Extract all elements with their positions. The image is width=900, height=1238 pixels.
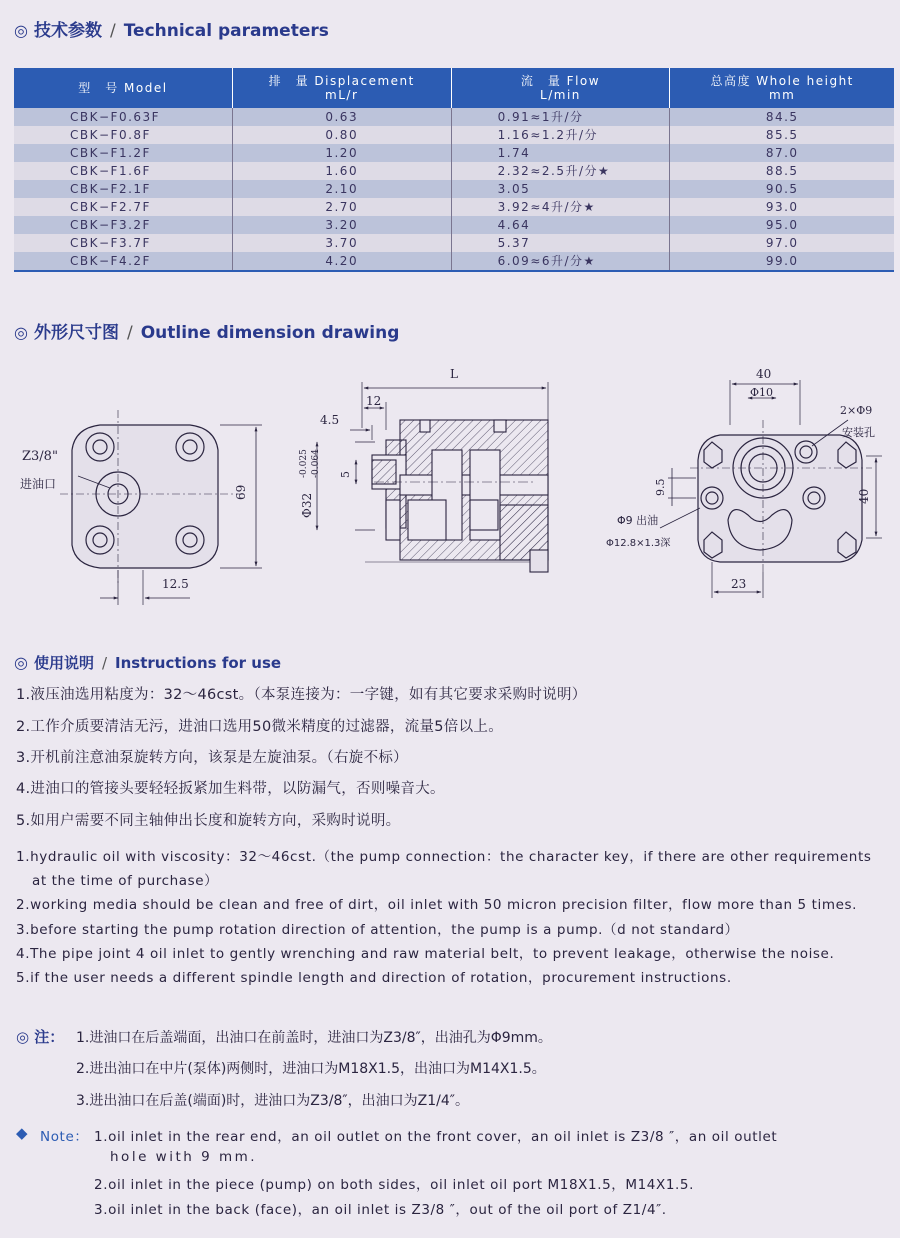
label-inlet: 进油口 [20,477,57,491]
instruction-en-3: 3.before starting the pump rotation direction of attention，the pump is a pump.（d not standard） [16,922,739,938]
table-header-row [14,68,894,108]
label-tol-upper: -0.025 [299,449,309,478]
header-height: 总高度 Whole height mm [670,68,894,108]
note-zh-3: 3.进出油口在后盖(端面)时，进油口为Z3/8″，出油口为Z1/4″。 [76,1093,469,1109]
instruction-en-4: 4.The pipe joint 4 oil inlet to gently wrenching and raw material belt，to prevent leakage，otherwise the noise. [16,946,835,962]
label-dim-4-5: 4.5 [320,413,340,427]
instruction-en-1-cont: at the time of purchase） [32,873,219,889]
label-thread: Z3/8" [22,449,58,464]
technical-parameters-table [14,68,894,272]
label-outlet: Φ9 出油 [617,514,659,527]
table-row: CBK−F3.2F 3.20 4.64 95.0 [14,216,894,234]
instruction-zh-1: 1.液压油选用粘度为：32～46cst。（本泵连接为：一字键，如有其它要求采购时说明） [16,687,587,703]
circle-bullet-icon: ◎ [14,323,28,342]
note-en-1-cont: hole with 9 mm. [110,1149,258,1165]
diamond-bullet-icon: ◆ [16,1124,29,1142]
table-row: CBK−F0.63F 0.63 0.91≈1升/分 84.5 [14,108,894,126]
table-row: CBK−F4.2F 4.20 6.09≈6升/分★ 99.0 [14,252,894,271]
label-dim-69: 69 [234,484,248,500]
note-zh-1: 1.进油口在后盖端面，出油口在前盖时，进油口为Z3/8″，出油孔为Φ9mm。 [76,1030,552,1046]
instruction-zh-2: 2.工作介质要清洁无污，进油口选用50微米精度的过滤器，流量5倍以上。 [16,719,504,735]
note-en-3: 3.oil inlet in the back (face)，an oil inlet is Z3/8 ″，out of the oil port of Z1/4″. [94,1202,667,1218]
label-dim-23: 23 [731,577,747,591]
label-dim-L: L [450,367,458,381]
note-zh-2: 2.进出油口在中片(泵体)两侧时，进油口为M18X1.5，出油口为M14X1.5。 [76,1061,546,1077]
label-outlet-spec: Φ12.8×1.3深 [606,538,671,549]
table-row: CBK−F2.7F 2.70 3.92≈4升/分★ 93.0 [14,198,894,216]
table-row: CBK−F1.2F 1.20 1.74 87.0 [14,144,894,162]
instruction-en-1: 1.hydraulic oil with viscosity：32～46cst.（the pump connection：the character key，if there are other requirements [16,849,872,865]
label-tol-lower: -0.064 [311,449,321,478]
instruction-zh-3: 3.开机前注意油泵旋转方向，该泵是左旋油泵。（右旋不标） [16,750,408,766]
label-dim-9-5: 9.5 [654,478,667,496]
instruction-en-2: 2.working media should be clean and free of dirt，oil inlet with 50 micron precision filter，flow more than 5 times. [16,897,858,913]
front-view-drawing [60,410,262,605]
instruction-zh-4: 4.进油口的管接头要轻轻扳紧加生料带，以防漏气，否则噪音大。 [16,781,445,797]
table-row: CBK−F0.8F 0.80 1.16≈1.2升/分 85.5 [14,126,894,144]
header-displacement: 排 量 Displacement mL/r [232,68,451,108]
label-dim-12-5: 12.5 [162,577,189,591]
notes-en-label: Note： [40,1129,89,1145]
instruction-zh-5: 5.如用户需要不同主轴伸出长度和旋转方向，采购时说明。 [16,813,401,829]
note-en-1: 1.oil inlet in the rear end，an oil outlet on the front cover，an oil inlet is Z3/8 ″，an oil outlet [94,1129,778,1145]
instruction-en-5: 5.if the user needs a different spindle length and direction of rotation，procurement instructions. [16,970,732,986]
circle-bullet-icon: ◎ [14,21,28,40]
notes-zh-label: ◎ 注： [16,1028,65,1046]
label-dim-phi32: Φ32 [300,492,314,518]
section-title-tech: ◎ 技术参数 / Technical parameters [14,21,329,41]
label-dim-phi10: Φ10 [750,386,774,399]
table-row: CBK−F3.7F 3.70 5.37 97.0 [14,234,894,252]
table-row: CBK−F1.6F 1.60 2.32≈2.5升/分★ 88.5 [14,162,894,180]
label-dim-12: 12 [366,394,382,408]
table-row: CBK−F2.1F 2.10 3.05 90.5 [14,180,894,198]
note-en-2: 2.oil inlet in the piece (pump) on both sides，oil inlet oil port M18X1.5，M14X1.5. [94,1177,695,1193]
section-title-outline: ◎ 外形尺寸图 / Outline dimension drawing [14,323,400,343]
section-title-usage: ◎ 使用说明 / Instructions for use [14,653,282,672]
label-holes: 2×Φ9 [840,404,873,417]
header-model: 型 号 Model [14,68,232,108]
label-dim-5: 5 [339,471,352,478]
header-flow: 流 量 Flow L/min [451,68,670,108]
circle-bullet-icon: ◎ [14,653,28,672]
label-mount: 安装孔 [842,426,875,439]
outline-drawings [0,350,900,620]
label-dim-40-side: 40 [857,488,871,504]
label-dim-40-top: 40 [756,367,772,381]
